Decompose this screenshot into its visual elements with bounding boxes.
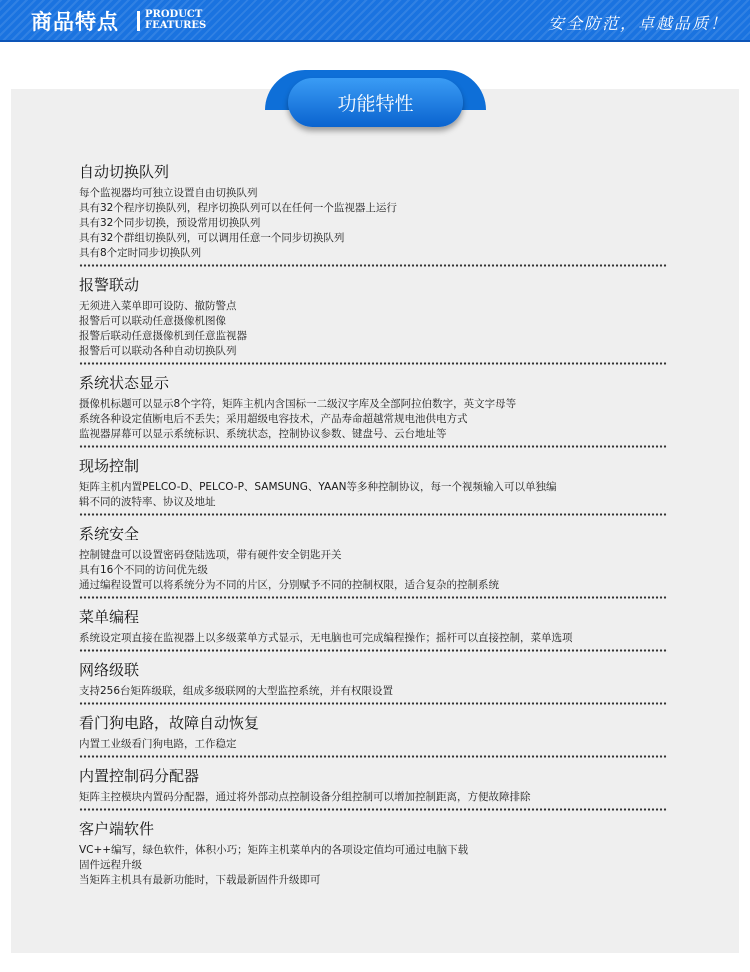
section-line: 系统各种设定值断电后不丢失；采用超级电容技术，产品寿命超越常规电池供电方式	[79, 413, 468, 425]
title-english	[145, 9, 206, 31]
section-line: 矩阵主控模块内置码分配器，通过将外部动点控制设备分组控制可以增加控制距离，方便故障排除	[79, 791, 531, 803]
feature-list	[79, 163, 669, 888]
section-title: 系统安全	[79, 525, 140, 543]
feature-section	[79, 820, 669, 888]
title-english-line2: FEATURES	[145, 20, 207, 31]
section-line: 通过编程设置可以将系统分为不同的片区，分别赋予不同的控制权限，适合复杂的控制系统	[79, 579, 499, 591]
feature-section	[79, 608, 669, 652]
section-line: 报警后可以联动各种自动切换队列	[79, 345, 237, 357]
dotted-divider	[79, 649, 667, 652]
dotted-divider	[79, 596, 667, 599]
slogan: 安全防范，卓越品质！	[547, 14, 728, 33]
section-line: 辑不同的波特率、协议及地址	[79, 496, 216, 508]
feature-section	[79, 276, 669, 365]
features-badge-label: 功能特性	[337, 93, 414, 115]
feature-section	[79, 163, 669, 267]
section-title: 网络级联	[79, 661, 140, 679]
section-line: 报警后可以联动任意摄像机图像	[79, 315, 226, 327]
page-title: 商品特点	[31, 10, 119, 34]
section-line: 具有32个同步切换，预设常用切换队列	[79, 217, 261, 229]
section-line: 摄像机标题可以显示8个字符，矩阵主机内含国标一二级汉字库及全部阿拉伯数字，英文字母等	[79, 398, 517, 410]
section-line: 具有8个定时同步切换队列	[79, 247, 202, 259]
section-line: 具有16个不同的访问优先级	[79, 564, 208, 576]
header-banner	[0, 0, 750, 42]
section-line: 每个监视器均可独立设置自由切换队列	[79, 187, 258, 199]
dotted-divider	[79, 513, 667, 516]
section-title: 菜单编程	[79, 608, 140, 626]
dotted-divider	[79, 264, 667, 267]
section-line: 监视器屏幕可以显示系统标识、系统状态，控制协议参数、键盘号、云台地址等	[79, 428, 447, 440]
section-line: 系统设定项直接在监视器上以多级菜单方式显示，无电脑也可完成编程操作；摇杆可以直接控制，菜单选项	[79, 632, 573, 644]
section-line: 控制键盘可以设置密码登陆选项，带有硬件安全钥匙开关	[79, 549, 342, 561]
feature-section	[79, 457, 669, 516]
dotted-divider	[79, 362, 667, 365]
section-line: VC++编写，绿色软件，体积小巧；矩阵主机菜单内的各项设定值均可通过电脑下载	[79, 844, 469, 856]
feature-section	[79, 525, 669, 599]
section-line: 支持256台矩阵级联，组成多级联网的大型监控系统，并有权限设置	[79, 685, 394, 697]
section-title: 系统状态显示	[79, 374, 170, 392]
dotted-divider	[79, 702, 667, 705]
dotted-divider	[79, 808, 667, 811]
features-badge	[288, 78, 463, 127]
section-title: 自动切换队列	[79, 163, 170, 181]
section-line: 固件远程升级	[79, 859, 142, 871]
section-title: 现场控制	[79, 457, 140, 475]
section-line: 当矩阵主机具有最新功能时，下载最新固件升级即可	[79, 874, 321, 886]
section-line: 报警后联动任意摄像机到任意监视器	[79, 330, 247, 342]
title-separator	[137, 11, 140, 31]
feature-section	[79, 374, 669, 448]
section-line: 无须进入菜单即可设防、撤防警点	[79, 300, 237, 312]
feature-section	[79, 714, 669, 758]
title-english-line1: PRODUCT	[145, 9, 203, 20]
feature-section	[79, 767, 669, 811]
section-line: 内置工业级看门狗电路，工作稳定	[79, 738, 237, 750]
dotted-divider	[79, 445, 667, 448]
section-title: 报警联动	[79, 276, 140, 294]
feature-section	[79, 661, 669, 705]
dotted-divider	[79, 755, 667, 758]
section-line: 具有32个程序切换队列，程序切换队列可以在任何一个监视器上运行	[79, 202, 397, 214]
section-line: 具有32个群组切换队列，可以调用任意一个同步切换队列	[79, 232, 345, 244]
section-title: 看门狗电路，故障自动恢复	[79, 714, 260, 732]
section-line: 矩阵主机内置PELCO-D、PELCO-P、SAMSUNG、YAAN等多种控制协议，每一个视频输入可以单独编	[79, 481, 557, 493]
section-title: 内置控制码分配器	[79, 767, 200, 785]
section-title: 客户端软件	[79, 820, 155, 838]
